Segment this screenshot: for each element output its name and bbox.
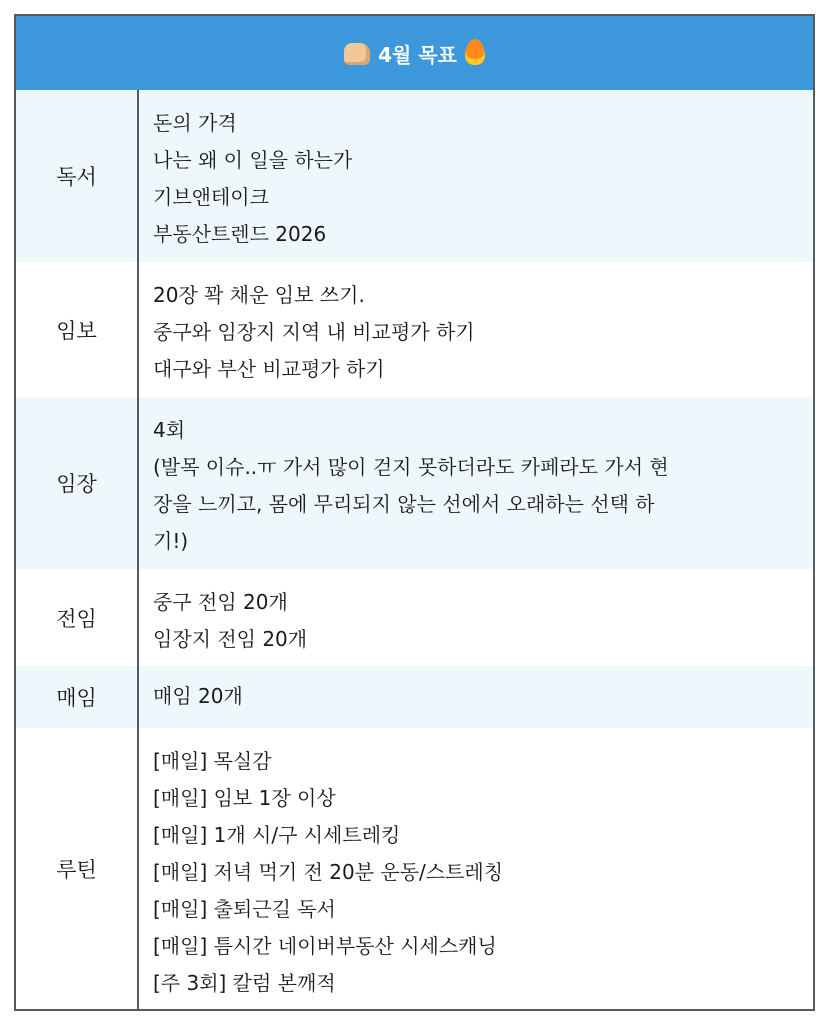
goals-table xyxy=(14,14,815,1011)
list-item: 기!) xyxy=(153,529,189,553)
list-item: 4회 xyxy=(153,418,186,442)
list-item: [매일] 1개 시/구 시세트레킹 xyxy=(153,823,401,847)
list-item: 중구와 임장지 지역 내 비교평가 하기 xyxy=(153,320,475,344)
table-row-imbo xyxy=(16,262,813,397)
row-label: 전임 xyxy=(16,569,139,666)
table-row-imjang xyxy=(16,397,813,569)
list-item: 대구와 부산 비교평가 하기 xyxy=(153,357,385,381)
list-item: [매일] 목실감 xyxy=(153,749,272,773)
row-label: 독서 xyxy=(16,90,139,262)
list-item: 장을 느끼고, 몸에 무리되지 않는 선에서 오래하는 선택 하 xyxy=(153,492,655,516)
fire-icon xyxy=(465,39,485,65)
list-item: 임장지 전임 20개 xyxy=(153,627,308,651)
fist-icon xyxy=(344,43,370,65)
list-item: [매일] 출퇴근길 독서 xyxy=(153,897,336,921)
list-item: 돈의 가격 xyxy=(153,111,237,135)
row-content xyxy=(139,397,813,569)
row-content xyxy=(139,666,813,728)
list-item: 부동산트렌드 2026 xyxy=(153,222,327,246)
row-content xyxy=(139,728,813,1009)
row-content xyxy=(139,569,813,666)
list-item: 매임 20개 xyxy=(153,684,243,708)
row-label: 루틴 xyxy=(16,728,139,1009)
row-label: 임장 xyxy=(16,397,139,569)
list-item: (발목 이슈..ㅠ 가서 많이 걷지 못하더라도 카페라도 가서 현 xyxy=(153,455,669,479)
list-item: [매일] 틈시간 네이버부동산 시세스캐닝 xyxy=(153,934,497,958)
row-content xyxy=(139,262,813,397)
list-item: 나는 왜 이 일을 하는가 xyxy=(153,148,353,172)
table-row-reading xyxy=(16,90,813,262)
list-item: [매일] 임보 1장 이상 xyxy=(153,786,336,810)
table-row-jeonim xyxy=(16,569,813,666)
list-item: 중구 전임 20개 xyxy=(153,590,288,614)
table-row-routine xyxy=(16,728,813,1009)
list-item: 20장 꽉 채운 임보 쓰기. xyxy=(153,283,365,307)
table-header xyxy=(16,16,813,92)
header-title: 4월 목표 xyxy=(378,42,457,67)
row-content xyxy=(139,90,813,262)
list-item: 기브앤테이크 xyxy=(153,185,269,209)
list-item: [주 3회] 칼럼 본깨적 xyxy=(153,971,336,995)
list-item: [매일] 저녁 먹기 전 20분 운동/스트레칭 xyxy=(153,860,504,884)
table-row-maeim xyxy=(16,666,813,728)
row-label: 임보 xyxy=(16,262,139,397)
row-label: 매임 xyxy=(16,666,139,728)
